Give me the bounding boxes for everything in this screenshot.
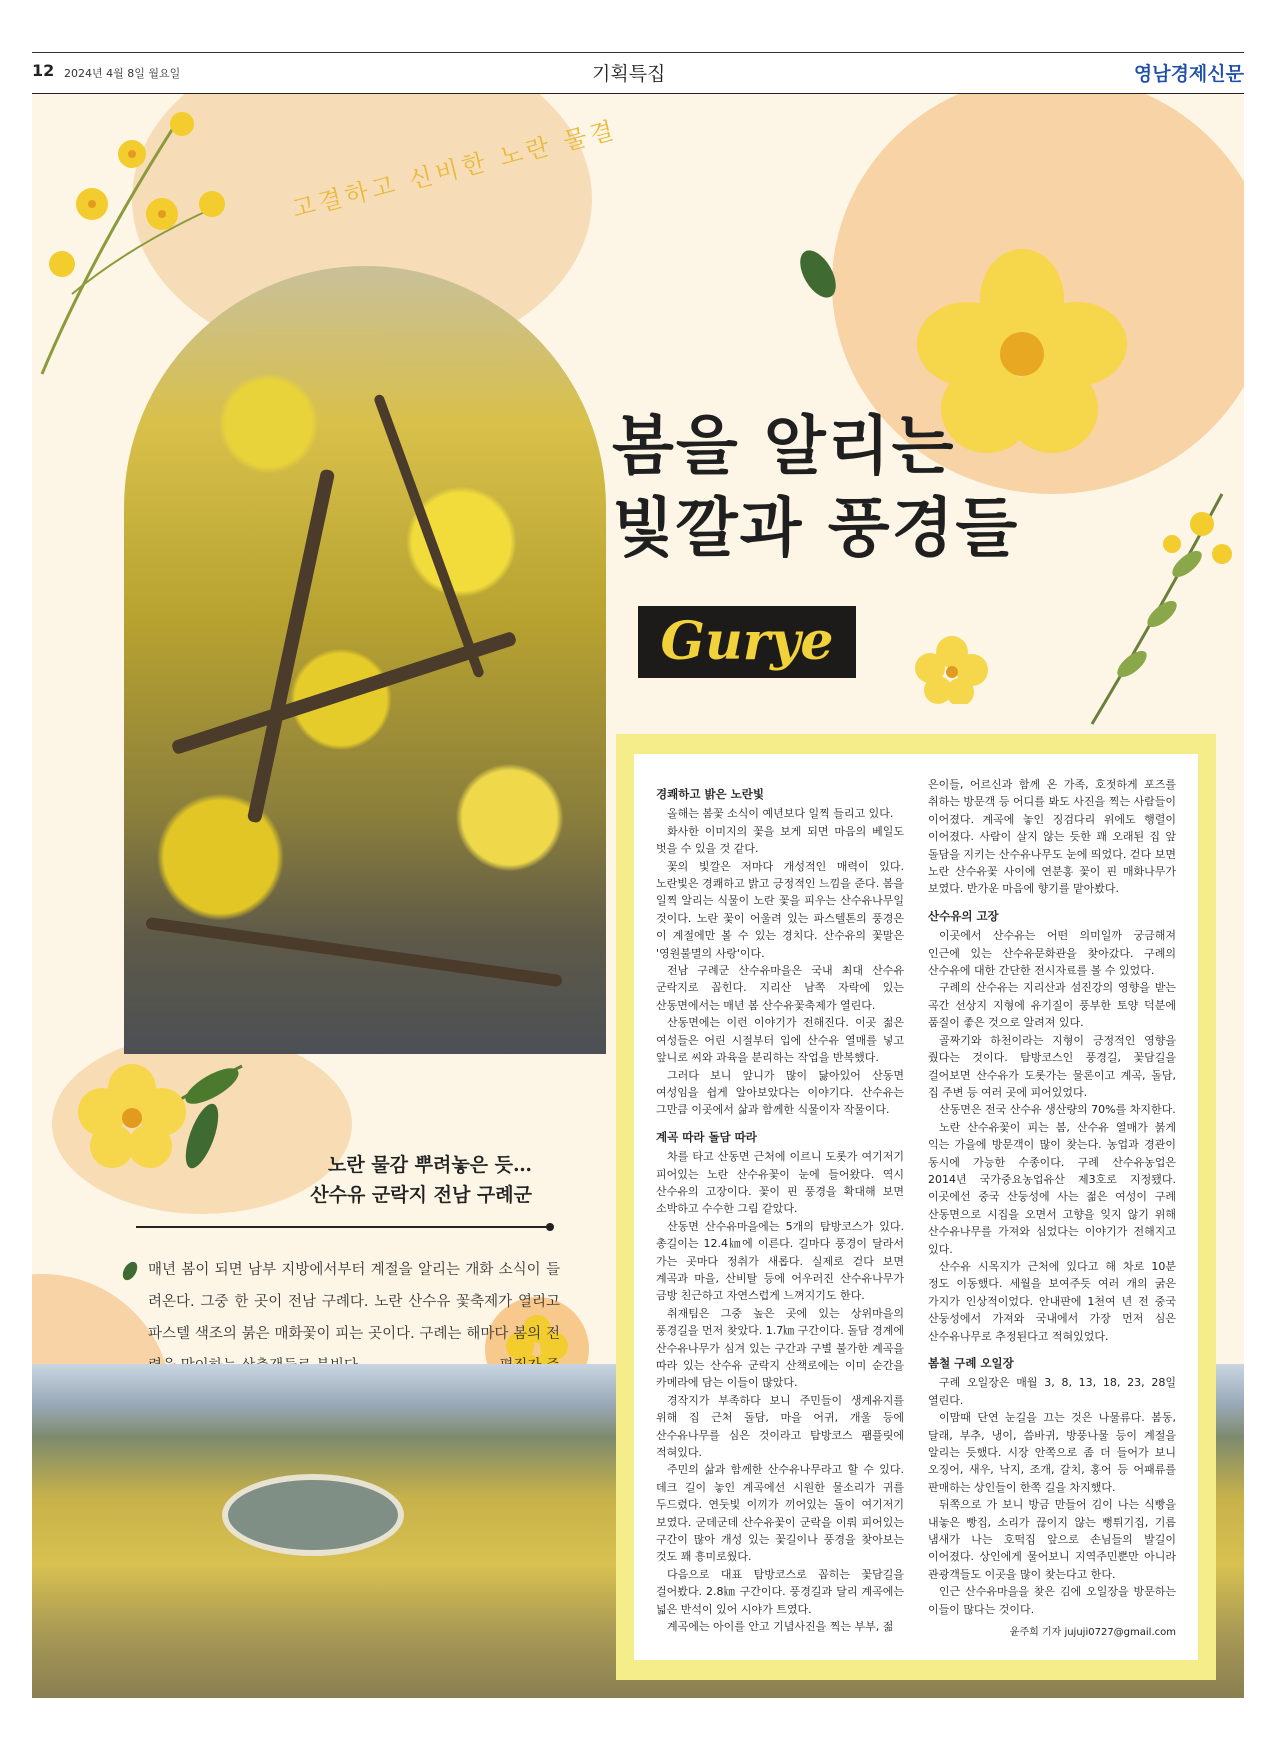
article-body <box>634 754 1198 1660</box>
article-paragraph: 전남 구례군 산수유마을은 국내 최대 산수유 군락지로 꼽힌다. 지리산 남쪽 자락에 있는 산동면에서는 매년 봄 산수유꽃축제가 열린다. <box>656 964 904 1012</box>
article-paragraph: 주민의 삶과 함께한 산수유나무라고 할 수 있다. 데크 길이 놓인 계곡에선 시원한 물소리가 귀를 두드렸다. 연둣빛 이끼가 끼어있는 돌이 여기저기 보였다. 군데군데 산수유꽃이 군락을 이뤄 피어있는 구간이 많아 개성 있는 꽃길이나 풍경을 찾아보는 것도 꽤 흥미로웠다. <box>656 1463 904 1564</box>
article-paragraph: 인근 산수유마을을 찾은 김에 오일장을 방문하는 이들이 많다는 것이다. <box>928 1585 1176 1616</box>
article-paragraph: 차를 타고 산동면 근처에 이르니 도롯가 여기저기 피어있는 노란 산수유꽃이 눈에 들어왔다. 역시 산수유의 고장이다. 꽃이 핀 풍경을 확대해 보면 소박하고 수수한 그림 같았다. <box>656 1150 904 1216</box>
photo-pond <box>222 1474 404 1556</box>
issue-date: 2024년 4월 8일 월요일 <box>64 67 181 80</box>
article-paragraph: 산동면은 전국 산수유 생산량의 70%를 차지한다. <box>939 1103 1176 1117</box>
article-paragraph: 구례 오일장은 매월 3, 8, 13, 18, 23, 28일 열린다. <box>928 1376 1176 1407</box>
article-paragraph: 이곳에서 산수유는 어떤 의미일까 궁금해져 인근에 있는 산수유문화관을 찾아갔다. 구례의 산수유에 대한 간단한 전시자료를 볼 수 있었다. <box>928 929 1176 978</box>
lead-text: 매년 봄이 되면 남부 지방에서부터 계절을 알리는 개화 소식이 들려온다. 그중 한 곳이 전남 구례다. 노란 산수유 꽃축제가 열리고 파스텔 색조의 붉은 매화꽃이 피는 곳이다. 구례는 해마다 봄의 전 <box>148 1262 560 1342</box>
article-subheading: 경쾌하고 밝은 노란빛 <box>656 787 764 801</box>
article-paragraph: 노란 산수유꽃이 피는 봄, 산수유 열매가 붉게 익는 가을에 방문객이 많이 찾는다. 농업과 경관이 동시에 가능한 수종이다. 구례 산수유농업은 2014년 국가중요농업유산 제3호로 지정됐다. 이곳에선 중국 산둥성에 사는 젊은 여성이 구례 산동면으로 시집을 오면서 고향을 잊지 않기 위해 산수유나무를 가져와 심었다는 이야기가 전해지고 있다. <box>928 1120 1176 1256</box>
article-column-2 <box>928 776 1176 1642</box>
title-line-1: 봄을 알리는 <box>612 409 956 484</box>
title-line-2: 빛깔과 풍경들 <box>612 491 1020 566</box>
article-paragraph: 다음으로 대표 탐방코스로 꼽히는 꽃담길을 걸어봤다. 2.8㎞ 구간이다. 풍경길과 달리 계곡에는 넓은 반석이 있어 시야가 트였다. <box>656 1567 904 1616</box>
article-paragraph: 경작지가 부족하다 보니 주민들이 생계유지를 위해 집 근처 돌담, 마을 어귀, 개울 등에 산수유나무를 심은 것이라고 탐방코스 팸플릿에 적혀있다. <box>656 1393 904 1460</box>
article-box <box>616 734 1216 1680</box>
lead-paragraph <box>148 1254 560 1382</box>
green-leaf-icon <box>788 244 848 304</box>
article-paragraph: 화사한 이미지의 꽃을 보게 되면 마음의 베일도 벗을 수 있을 것 같다. <box>656 824 904 856</box>
feature-title <box>612 406 1019 570</box>
publication-name: 영남경제신문 <box>1133 63 1244 85</box>
small-flower-gurye-icon <box>912 634 992 704</box>
photo-branch <box>373 393 485 678</box>
article-subheading: 봄철 구례 오일장 <box>928 1356 1014 1370</box>
article-paragraph: 그러다 보니 앞니가 많이 닳아있어 산동면 여성임을 쉽게 알아보았다는 이야기다. 산수유는 그만큼 이곳에서 삶과 함께한 식물이자 작물이다. <box>656 1068 904 1117</box>
article-column-1 <box>656 776 904 1636</box>
sansuyu-photo <box>124 266 606 1054</box>
subheadline <box>272 1150 532 1210</box>
leaf-sprigs-right-icon <box>1072 474 1242 734</box>
article-paragraph: 뒤쪽으로 가 보니 방금 만들어 김이 나는 식빵을 내놓은 빵집, 소리가 끊이지 않는 뻥튀기집, 기름 냄새가 나는 호떡집 앞으로 손님들의 발길이 이어졌다. 상인에게 물어보니 지역주민뿐만 아니라 관광객들도 이곳을 많이 찾는다고 한다. <box>928 1498 1176 1581</box>
section-title: 기획특집 <box>592 63 666 85</box>
photo-branch <box>247 468 336 823</box>
article-paragraph: 산동면에는 이런 이야기가 전해진다. 이곳 젊은 여성들은 어린 시절부터 입에 산수유 열매를 넣고 앞니로 씨와 과육을 분리하는 작업을 반복했다. <box>656 1016 904 1065</box>
article-paragraph: 꽃의 빛깔은 저마다 개성적인 매력이 있다. 노란빛은 경쾌하고 밝고 긍정적인 느낌을 준다. 봄을 일찍 알리는 식물이 노란 꽃을 피우는 산수유나무일 것이다. 노란 꽃이 어울려 있는 파스텔톤의 풍경은 이 계절에만 볼 수 있는 경치다. 산수유의 꽃말은 '영원불멸의 사랑'이다. <box>656 859 904 960</box>
article-paragraph: 올해는 봄꽃 소식이 예년보다 일찍 들리고 있다. <box>667 807 894 821</box>
article-paragraph: 계곡에는 아이를 안고 기념사진을 찍는 부부, 젊 <box>667 1620 894 1634</box>
gurye-label: Gurye <box>638 606 856 678</box>
article-subheading: 산수유의 고장 <box>928 908 999 923</box>
article-paragraph: 은이들, 어르신과 함께 온 가족, 호젓하게 포즈를 취하는 방문객 등 어디를 봐도 사진을 찍는 사람들이 이어졌다. 계곡에 놓인 징검다리 위에도 행렬이 이어졌다. 사람이 살지 않는 듯한 꽤 오래된 집 앞 돌담을 지키는 산수유나무도 눈에 띄었다. 걷다 보면 노란 산수유꽃 사이에 연분홍 꽃이 핀 매화나무가 보였다. 반가운 마음에 향기를 맡아봤다. <box>928 778 1176 896</box>
flower-subhead-icon <box>62 1046 252 1186</box>
page-number: 12 <box>32 61 55 80</box>
article-paragraph: 골짜기와 하천이라는 지형이 긍정적인 영향을 줬다는 것이다. 탐방코스인 풍경길, 꽃담길을 걸어보면 산수유가 도롯가는 물론이고 계곡, 돌담, 집 주변 등 여러 곳에 피어있었다. <box>928 1033 1176 1099</box>
article-paragraph: 취재팀은 그중 높은 곳에 있는 상위마을의 풍경길을 먼저 찾았다. 1.7㎞ 구간이다. 돌담 경계에 산수유나무가 심겨 있는 구간과 구별 불가한 계곡을 따라 있는 산수유 군락지 산책로에는 이미 순간을 카메라에 담는 이들이 많았다. <box>656 1306 904 1390</box>
photo-branch <box>145 917 563 987</box>
article-paragraph: 구례의 산수유는 지리산과 섬진강의 영향을 받는 곡간 선상지 지형에 유기질이 풍부한 토양 덕분에 품질이 좋은 것으로 알려져 있다. <box>928 981 1176 1030</box>
page-header <box>32 52 1244 95</box>
feature-spread <box>32 94 1244 1698</box>
subhead-line-1: 노란 물감 뿌려놓은 듯… <box>327 1154 532 1176</box>
article-paragraph: 산동면 산수유마을에는 5개의 탐방코스가 있다. 총길이는 12.4㎞에 이른다. 길마다 풍경이 달라서 가는 곳마다 정취가 새롭다. 실제로 걷다 보면 계곡과 마을, 산비탈 등에 어우러진 산수유나무가 금방 친근하고 자연스럽게 느껴지기도 한다. <box>656 1219 904 1303</box>
subhead-divider <box>136 1226 550 1228</box>
article-paragraph: 산수유 시목지가 근처에 있다고 해 차로 10분 정도 이동했다. 세월을 보여주듯 여러 개의 굵은 가지가 인상적이었다. 안내판에 1천여 년 전 중국 산둥성에서 가져와 국내에서 가장 먼저 심은 산수유나무로 추정된다고 적혀있었다. <box>928 1259 1176 1343</box>
leaf-bullet-icon <box>120 1260 140 1282</box>
article-paragraph: 이맘때 단연 눈길을 끄는 것은 나물류다. 봄동, 달래, 부추, 냉이, 씀바귀, 방풍나물 등이 계절을 알리는 듯했다. 시장 안쪽으로 좀 더 들어가 보니 오징어, 새우, 낙지, 조개, 갈치, 홍어 등 어패류를 판매하는 상인들이 한쪽 길을 차지했다. <box>928 1411 1176 1494</box>
article-subheading: 계곡 따라 돌담 따라 <box>656 1129 757 1144</box>
subhead-line-2: 산수유 군락지 전남 구례군 <box>310 1184 532 1206</box>
tagline: 고결하고 신비한 노란 물결 <box>289 115 620 224</box>
reporter-byline: 윤주희 기자 jujuji0727@gmail.com <box>1009 1627 1176 1639</box>
